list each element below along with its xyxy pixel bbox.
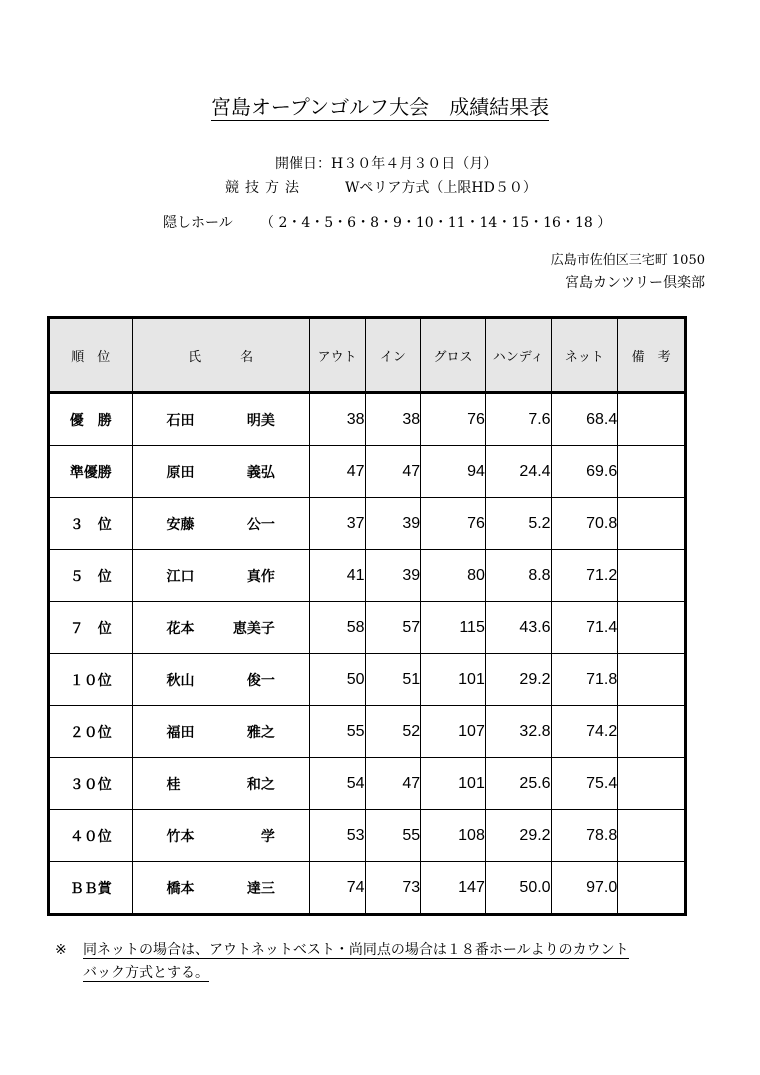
cell-note — [618, 393, 686, 446]
player-given-name: 真作 — [246, 568, 275, 585]
table-row — [49, 862, 686, 915]
cell-name — [132, 758, 309, 810]
player-family-name: 橋本 — [166, 880, 195, 897]
table-row — [49, 810, 686, 862]
column-header-rank: 順 位 — [49, 318, 133, 393]
column-header-name: 氏 名 — [132, 318, 309, 393]
table-row — [49, 602, 686, 654]
player-given-name: 学 — [260, 828, 275, 845]
competition-method-label: 競技方法 — [225, 180, 305, 196]
cell-net: 70.8 — [551, 498, 618, 550]
hidden-holes-value: （ 2・4・5・6・8・9・10・11・14・15・16・18 ） — [260, 215, 612, 231]
cell-note — [618, 446, 686, 498]
cell-name — [132, 810, 309, 862]
results-table — [47, 316, 687, 916]
cell-gross: 76 — [421, 393, 486, 446]
cell-note — [618, 706, 686, 758]
player-given-name: 恵美子 — [232, 620, 275, 637]
cell-gross: 101 — [421, 654, 486, 706]
cell-net: 69.6 — [551, 446, 618, 498]
cell-name — [132, 706, 309, 758]
cell-handicap: 8.8 — [485, 550, 551, 602]
cell-handicap: 29.2 — [485, 810, 551, 862]
cell-gross: 80 — [421, 550, 486, 602]
cell-net: 75.4 — [551, 758, 618, 810]
cell-net: 74.2 — [551, 706, 618, 758]
cell-in: 52 — [365, 706, 421, 758]
cell-note — [618, 602, 686, 654]
cell-gross: 76 — [421, 498, 486, 550]
player-family-name: 花本 — [166, 620, 195, 637]
cell-in: 47 — [365, 446, 421, 498]
cell-name — [132, 862, 309, 915]
cell-in: 73 — [365, 862, 421, 915]
cell-rank: １０位 — [49, 654, 133, 706]
table-row — [49, 498, 686, 550]
cell-handicap: 43.6 — [485, 602, 551, 654]
player-family-name: 安藤 — [166, 516, 195, 533]
cell-in: 55 — [365, 810, 421, 862]
cell-rank: ４０位 — [49, 810, 133, 862]
column-header-in: イン — [365, 318, 421, 393]
cell-handicap: 32.8 — [485, 706, 551, 758]
club-name: 宮島カンツリー倶楽部 — [565, 275, 705, 291]
cell-name — [132, 550, 309, 602]
table-header-row — [49, 318, 686, 393]
player-given-name: 和之 — [246, 776, 275, 793]
cell-rank: 優 勝 — [49, 393, 133, 446]
cell-gross: 147 — [421, 862, 486, 915]
table-row — [49, 706, 686, 758]
event-date: 開催日：H３０年４月３０日（月） — [275, 156, 498, 172]
cell-rank: ２０位 — [49, 706, 133, 758]
cell-handicap: 7.6 — [485, 393, 551, 446]
table-row — [49, 550, 686, 602]
player-family-name: 秋山 — [166, 672, 195, 689]
cell-handicap: 5.2 — [485, 498, 551, 550]
cell-name — [132, 446, 309, 498]
column-header-net: ネット — [551, 318, 618, 393]
player-family-name: 原田 — [166, 464, 195, 481]
column-header-gross: グロス — [421, 318, 486, 393]
cell-net: 68.4 — [551, 393, 618, 446]
cell-net: 97.0 — [551, 862, 618, 915]
cell-note — [618, 654, 686, 706]
cell-handicap: 29.2 — [485, 654, 551, 706]
footnote-line-1: 同ネットの場合は、アウトネットベスト・尚同点の場合は１８番ホールよりのカウント — [83, 942, 629, 958]
cell-gross: 108 — [421, 810, 486, 862]
player-given-name: 義弘 — [246, 464, 275, 481]
cell-in: 51 — [365, 654, 421, 706]
footnote-mark: ※ — [55, 942, 67, 958]
cell-name — [132, 654, 309, 706]
player-given-name: 公一 — [246, 516, 275, 533]
cell-name — [132, 602, 309, 654]
cell-handicap: 25.6 — [485, 758, 551, 810]
footnote-text — [83, 939, 723, 985]
player-given-name: 雅之 — [246, 724, 275, 741]
cell-out: 58 — [309, 602, 365, 654]
club-address: 広島市佐伯区三宅町 1050 — [550, 253, 705, 268]
player-family-name: 桂 — [166, 776, 181, 793]
cell-gross: 115 — [421, 602, 486, 654]
cell-out: 50 — [309, 654, 365, 706]
hidden-holes-label: 隠しホール — [163, 215, 233, 231]
footnote-line-2: バック方式とする。 — [83, 965, 209, 981]
cell-net: 71.2 — [551, 550, 618, 602]
results-body — [49, 393, 686, 915]
column-header-out: アウト — [309, 318, 365, 393]
cell-handicap: 24.4 — [485, 446, 551, 498]
cell-rank: ５ 位 — [49, 550, 133, 602]
cell-note — [618, 810, 686, 862]
cell-in: 57 — [365, 602, 421, 654]
cell-in: 39 — [365, 550, 421, 602]
competition-method-value: Wペリア方式（上限HD５０） — [345, 180, 537, 196]
cell-rank: ７ 位 — [49, 602, 133, 654]
cell-out: 74 — [309, 862, 365, 915]
cell-out: 47 — [309, 446, 365, 498]
cell-net: 71.8 — [551, 654, 618, 706]
player-given-name: 俊一 — [246, 672, 275, 689]
cell-out: 38 — [309, 393, 365, 446]
cell-out: 41 — [309, 550, 365, 602]
player-family-name: 竹本 — [166, 828, 195, 845]
cell-rank: 準優勝 — [49, 446, 133, 498]
table-row — [49, 446, 686, 498]
cell-gross: 107 — [421, 706, 486, 758]
cell-name — [132, 393, 309, 446]
table-row — [49, 654, 686, 706]
cell-rank: ＢＢ賞 — [49, 862, 133, 915]
cell-out: 54 — [309, 758, 365, 810]
cell-rank: ３０位 — [49, 758, 133, 810]
document-title: 宮島オープンゴルフ大会 成績結果表 — [210, 95, 550, 119]
cell-net: 71.4 — [551, 602, 618, 654]
cell-in: 47 — [365, 758, 421, 810]
cell-in: 38 — [365, 393, 421, 446]
player-given-name: 達三 — [246, 880, 275, 897]
cell-note — [618, 862, 686, 915]
cell-rank: ３ 位 — [49, 498, 133, 550]
player-given-name: 明美 — [246, 412, 275, 429]
cell-gross: 101 — [421, 758, 486, 810]
cell-note — [618, 758, 686, 810]
player-family-name: 福田 — [166, 724, 195, 741]
column-header-note: 備 考 — [618, 318, 686, 393]
cell-handicap: 50.0 — [485, 862, 551, 915]
cell-out: 55 — [309, 706, 365, 758]
cell-name — [132, 498, 309, 550]
table-row — [49, 758, 686, 810]
column-header-handicap: ハンディ — [485, 318, 551, 393]
table-row — [49, 393, 686, 446]
cell-out: 37 — [309, 498, 365, 550]
cell-note — [618, 550, 686, 602]
cell-note — [618, 498, 686, 550]
cell-net: 78.8 — [551, 810, 618, 862]
cell-in: 39 — [365, 498, 421, 550]
player-family-name: 江口 — [166, 568, 195, 585]
player-family-name: 石田 — [166, 412, 195, 429]
cell-gross: 94 — [421, 446, 486, 498]
cell-out: 53 — [309, 810, 365, 862]
